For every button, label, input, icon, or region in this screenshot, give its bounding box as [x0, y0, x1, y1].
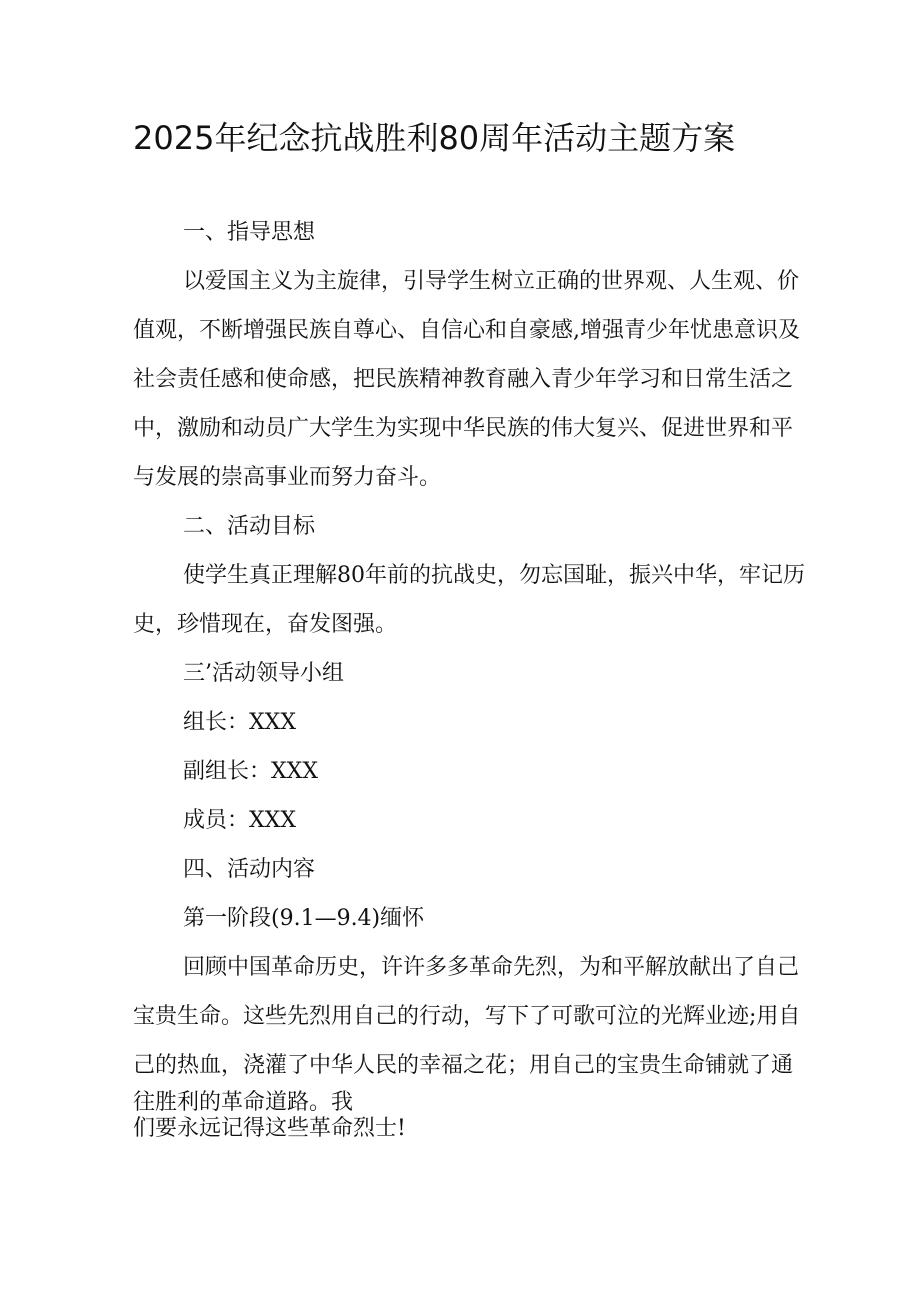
section-heading-content: 四、活动内容: [183, 857, 316, 882]
paragraph-line: 回顾中国革命历史，许许多多革命先烈，为和平解放献出了自己: [183, 955, 800, 980]
paragraph-line: 使学生真正理解80年前的抗战史，勿忘国耻，振兴中华，牢记历: [183, 563, 805, 588]
paragraph-line: 往胜利的革命道路。我: [133, 1090, 354, 1115]
paragraph-line: 中，激励和动员广大学生为实现中华民族的伟大复兴、促进世界和平: [133, 416, 794, 441]
section-heading-goal: 二、活动目标: [183, 514, 316, 539]
phase-heading: 第一阶段(9.1—9.4)缅怀: [183, 906, 425, 931]
paragraph-line: 史，珍惜现在，奋发图强。: [133, 612, 398, 637]
document-body: [133, 208, 805, 1142]
leader-line: 副组长：XXX: [183, 759, 318, 784]
paragraph-line: 们要永远记得这些革命烈士!: [133, 1116, 406, 1141]
paragraph-line: 社会责任感和使命感，把民族精神教育融入青少年学习和日常生活之: [133, 367, 794, 392]
paragraph-line: 宝贵生命。这些先烈用自己的行动，写下了可歌可泣的光辉业迹;用自: [133, 1004, 801, 1029]
document-title: 2025年纪念抗战胜利80周年活动主题方案: [133, 119, 736, 157]
paragraph-line: 以爱国主义为主旋律，引导学生树立正确的世界观、人生观、价: [183, 269, 800, 294]
paragraph-line: 己的热血，浇灌了中华人民的幸福之花；用自己的宝贵生命铺就了通: [133, 1053, 794, 1078]
section-heading-guiding: 一、指导思想: [183, 220, 316, 245]
paragraph-line: 与发展的崇高事业而努力奋斗。: [133, 465, 442, 490]
leader-line: 成员：XXX: [183, 808, 296, 833]
section-heading-leaders: 三’活动领导小组: [183, 661, 344, 686]
paragraph-line: 值观，不断增强民族自尊心、自信心和自豪感,增强青少年忧患意识及: [133, 318, 800, 343]
leader-line: 组长：XXX: [183, 710, 296, 735]
